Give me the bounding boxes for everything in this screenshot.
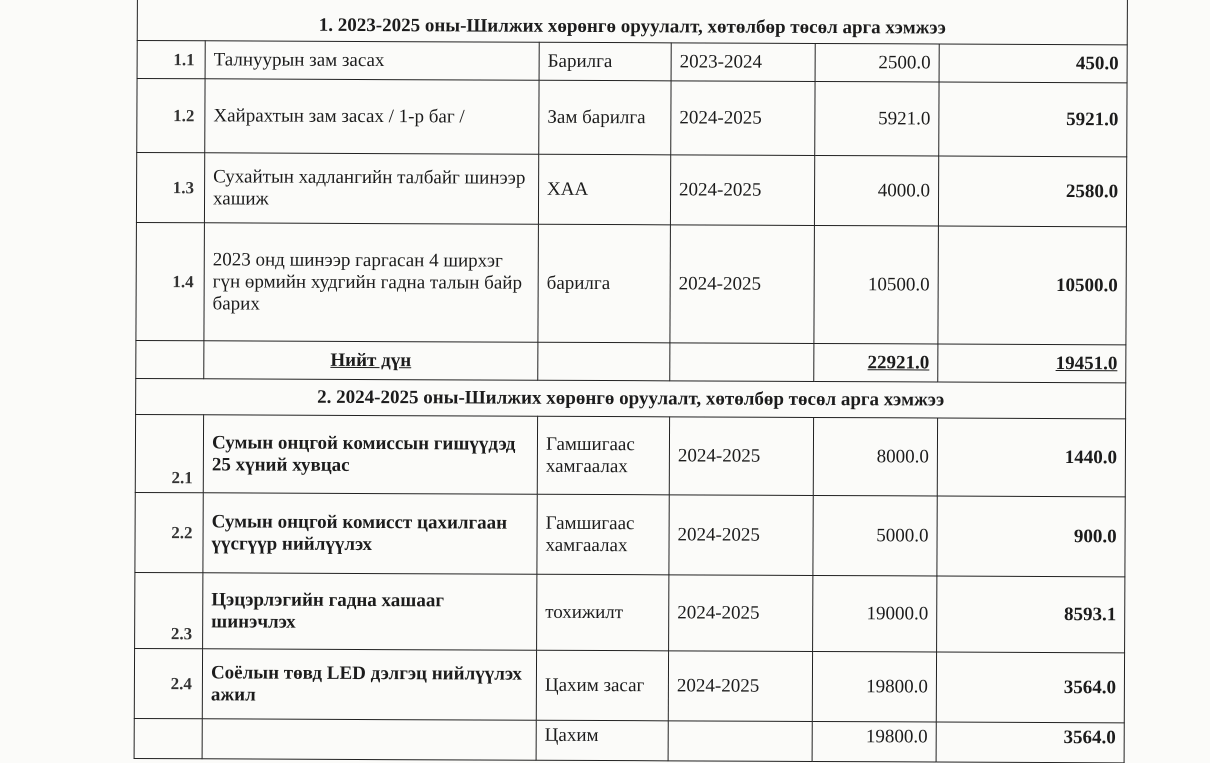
row-index: 2.1 xyxy=(135,414,203,492)
row-total: 8000.0 xyxy=(813,417,937,496)
total-row xyxy=(136,340,1126,382)
table-row xyxy=(137,79,1127,157)
row-total: 2500.0 xyxy=(815,43,939,82)
row-period: 2024-2025 xyxy=(669,575,813,652)
row-index: 2.2 xyxy=(135,492,203,572)
row-name: Сумын онцгой комиссын гишүүдэд 25 хүний хувцас xyxy=(203,415,537,494)
table-row-partial xyxy=(134,718,1124,762)
row-type: Гамшигаас хамгаалах xyxy=(537,416,669,495)
row-name: Хайрахтын зам засах / 1-р баг / xyxy=(205,79,539,154)
row-type: Гамшигаас хамгаалах xyxy=(537,494,669,575)
table-row xyxy=(136,153,1126,227)
section-1-title: 1. 2023-2025 оны-Шилжих хөрөнгө оруулалт, хөтөлбөр төсөл арга хэмжээ xyxy=(137,0,1127,45)
section-header-row xyxy=(136,378,1126,418)
row-total: 19800.0 xyxy=(812,721,936,762)
row-name: Соёлын төвд LED дэлгэц нийлүүлэх ажил xyxy=(202,649,536,720)
row-amount: 900.0 xyxy=(937,496,1125,577)
row-amount: 1440.0 xyxy=(937,418,1125,497)
row-index: 1.2 xyxy=(137,79,205,153)
row-index: 1.4 xyxy=(136,222,205,340)
row-period: 2024-2025 xyxy=(671,81,815,156)
row-type: Цахим xyxy=(536,720,668,761)
row-total: 5000.0 xyxy=(813,495,937,576)
table-row xyxy=(135,492,1125,576)
row-index: 1.1 xyxy=(137,41,205,79)
document-page xyxy=(134,0,1127,763)
row-amount: 5921.0 xyxy=(939,82,1127,157)
row-period: 2024-2025 xyxy=(669,495,813,576)
row-index: 2.4 xyxy=(134,648,202,718)
row-type: барилга xyxy=(538,224,671,343)
investment-table xyxy=(134,0,1128,763)
table-row xyxy=(136,222,1127,344)
row-name: Цэцэрлэгийн гадна хашааг шинэчлэх xyxy=(203,573,537,650)
section-2-title: 2. 2024-2025 оны-Шилжих хөрөнгө оруулалт, хөтөлбөр төсөл арга хэмжээ xyxy=(136,378,1126,418)
row-period: 2024-2025 xyxy=(670,225,815,344)
row-amount: 2580.0 xyxy=(938,156,1126,227)
total-amount: 19451.0 xyxy=(938,344,1126,383)
row-period: 2024-2025 xyxy=(670,155,814,226)
row-total: 4000.0 xyxy=(814,155,938,226)
row-index: 1.3 xyxy=(136,153,204,223)
section-header-row xyxy=(137,0,1127,45)
row-name: Сумын онцгой комисст цахилгаан үүсгүүр нийлүүлэх xyxy=(203,493,537,574)
row-type: Зам барилга xyxy=(539,80,671,155)
row-total: 19000.0 xyxy=(813,575,937,652)
row-total: 5921.0 xyxy=(815,81,939,156)
table-row xyxy=(134,648,1124,722)
row-amount: 3564.0 xyxy=(936,652,1124,723)
row-period: 2023-2024 xyxy=(671,43,815,82)
row-period: 2024-2025 xyxy=(668,651,812,722)
table-row xyxy=(135,572,1125,652)
total-label: Нийт дүн xyxy=(204,341,538,380)
row-total: 10500.0 xyxy=(814,225,939,344)
row-type: Барилга xyxy=(539,42,671,81)
row-name: Талнуурын зам засах xyxy=(205,41,539,80)
row-amount: 10500.0 xyxy=(938,226,1127,345)
table-row xyxy=(135,414,1125,496)
total-sum: 22921.0 xyxy=(814,343,938,382)
row-amount: 450.0 xyxy=(939,44,1127,83)
row-type: тохижилт xyxy=(537,574,669,651)
row-amount: 8593.1 xyxy=(937,576,1125,653)
row-name: Сухайтын хадлангийн талбайг шинээр хашиж xyxy=(204,153,538,224)
row-period: 2024-2025 xyxy=(669,417,813,496)
row-type: ХАА xyxy=(538,154,670,225)
table-row xyxy=(137,41,1127,83)
row-name: 2023 онд шинээр гаргасан 4 ширхэг гүн өрмийн худгийн гадна талын байр барих xyxy=(204,223,539,342)
row-index: 2.3 xyxy=(135,572,203,648)
row-type: Цахим засаг xyxy=(536,650,668,721)
row-amount: 3564.0 xyxy=(936,722,1124,763)
row-total: 19800.0 xyxy=(812,651,936,722)
